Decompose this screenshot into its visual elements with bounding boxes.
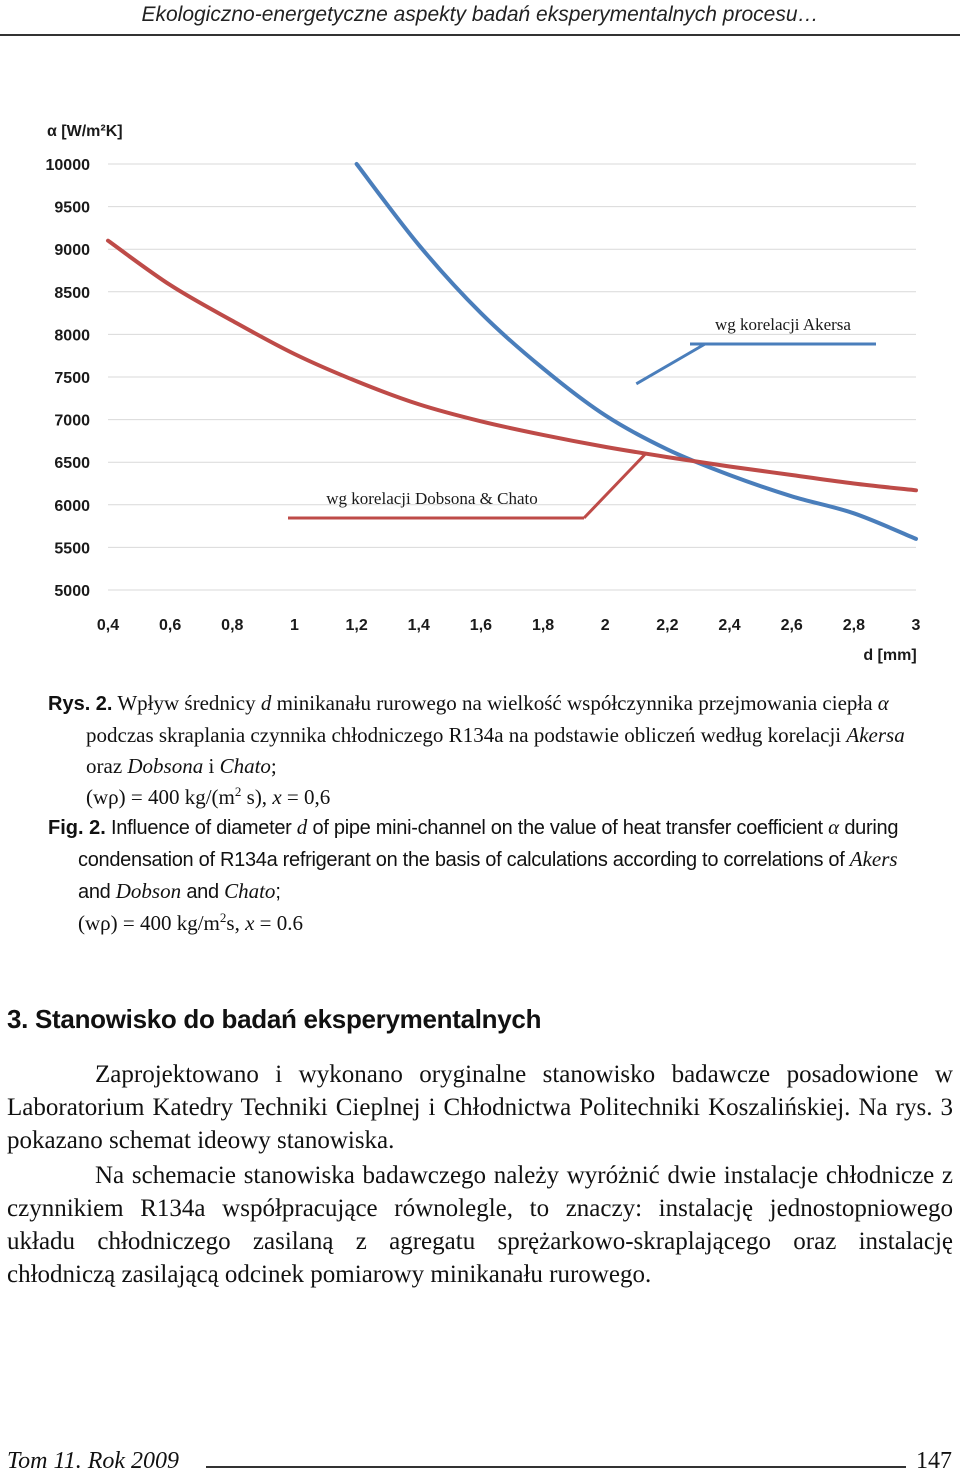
caption-formula: (wρ) = 400 kg/m	[78, 911, 220, 935]
caption-formula: s),	[241, 785, 273, 809]
caption-symbol-d: d	[296, 815, 308, 839]
figure-caption-polish	[48, 688, 928, 813]
caption-superscript: 2	[219, 910, 227, 925]
x-tick-label: 0,8	[221, 617, 244, 634]
x-tick-labels	[97, 617, 921, 634]
annotation-dobsona-leader	[584, 454, 646, 518]
caption-name-chato: Chato	[224, 879, 276, 903]
y-tick-label: 6500	[54, 455, 90, 473]
body-paragraph: Zaprojektowano i wykonano oryginalne stanowisko badawcze posadowione w Laboratorium Katedry Techniki Cieplnej i Chłodnictwa Politechniki Koszalińskiej. Na rys. 3 pokazano schemat ideowy stanowiska.	[7, 1061, 953, 1154]
y-tick-label: 7500	[54, 370, 90, 387]
caption-label: Fig. 2.	[48, 817, 106, 839]
y-tick-label: 10000	[45, 157, 90, 174]
x-tick-label: 2,6	[780, 617, 803, 634]
caption-text: and	[78, 881, 116, 903]
y-tick-label: 5000	[54, 583, 90, 600]
page-footer	[0, 1448, 960, 1476]
caption-name-akersa: Akersa	[846, 723, 905, 747]
caption-formula: = 0,6	[281, 785, 331, 809]
caption-symbol-d: d	[260, 691, 272, 715]
caption-text: minikanału rurowego na wielkość współczynnika przejmowania ciepła	[271, 691, 878, 715]
chart-grid	[108, 164, 916, 590]
caption-name-dobson: Dobson	[115, 879, 182, 903]
annotation-akersa-label: wg korelacji Akersa	[715, 315, 851, 334]
caption-text: Influence of diameter	[105, 817, 297, 839]
y-tick-label: 9500	[54, 199, 90, 217]
section-heading: 3. Stanowisko do badań eksperymentalnych	[7, 1004, 542, 1034]
footer-rule	[206, 1466, 906, 1468]
figure-caption-english	[48, 812, 928, 939]
y-tick-label: 8000	[54, 327, 90, 345]
y-tick-label: 5500	[54, 540, 90, 558]
chart-annotations	[288, 315, 876, 518]
caption-symbol-alpha: α	[828, 815, 840, 839]
x-tick-label: 2	[600, 617, 610, 634]
x-tick-label: 1,4	[407, 617, 430, 634]
caption-text: Wpływ średnicy	[112, 691, 261, 715]
y-tick-label: 6000	[54, 497, 90, 515]
x-tick-label: 0,6	[159, 617, 182, 634]
caption-text: ;	[275, 881, 281, 903]
caption-formula: s,	[226, 911, 246, 935]
chart-series	[108, 164, 916, 539]
caption-name-chato: Chato	[219, 754, 271, 778]
x-tick-label: 0,4	[96, 617, 120, 634]
page-number: 147	[916, 1448, 952, 1474]
caption-label: Rys. 2.	[48, 693, 113, 715]
header-rule	[0, 34, 960, 36]
chart-svg	[0, 100, 960, 680]
figure-chart	[0, 100, 960, 680]
x-tick-label: 1,6	[469, 617, 493, 634]
caption-symbol-x: x	[245, 911, 255, 935]
caption-text: and	[181, 881, 225, 903]
caption-formula: (wρ) = 400 kg/(m	[86, 785, 235, 809]
caption-text: during condensation of R134a refrigerant on the basis of calculations according to correlations of	[78, 817, 899, 871]
x-tick-label: 2,8	[842, 617, 865, 634]
caption-symbol-alpha: α	[877, 691, 889, 715]
x-tick-label: 1	[290, 617, 299, 634]
body-paragraph: Na schemacie stanowiska badawczego należy wyróżnić dwie instalacje chłodnicze z czynnikiem R134a współpracujące równolegle, to znaczy: instalację jednostopniowego układu chłodniczego zasilaną z agregatu sprężarkowo-skraplającego oraz instalację chłodniczą zasilającą odcinek pomiarowy minikanału rurowego.	[7, 1162, 953, 1288]
caption-text: of pipe mini-channel on the value of heat transfer coefficient	[307, 817, 829, 839]
caption-text: ;	[270, 754, 277, 778]
annotation-dobsona-label: wg korelacji Dobsona & Chato	[326, 489, 538, 508]
caption-superscript: 2	[234, 784, 242, 799]
x-tick-label: 1,2	[345, 617, 368, 634]
y-tick-label: 8500	[54, 284, 90, 302]
annotation-akersa-leader	[636, 344, 705, 384]
caption-text: oraz	[86, 754, 128, 778]
footer-journal: Tom 11. Rok 2009	[7, 1448, 180, 1474]
series-line-dobsona-chato	[108, 241, 916, 491]
caption-symbol-x: x	[272, 785, 282, 809]
caption-formula: = 0.6	[254, 911, 304, 935]
x-tick-label: 2,2	[656, 617, 679, 634]
y-tick-label: 9000	[54, 242, 90, 260]
caption-name-dobsona: Dobsona	[127, 754, 204, 778]
running-header-title: Ekologiczno-energetyczne aspekty badań eksperymentalnych procesu…	[141, 3, 819, 26]
caption-text: podczas skraplania czynnika chłodniczego R134a na podstawie obliczeń według korelacji	[86, 723, 847, 747]
x-axis-title: d [mm]	[863, 647, 917, 664]
x-tick-label: 1,8	[531, 617, 555, 634]
y-tick-labels	[46, 157, 91, 600]
caption-text: i	[203, 754, 220, 778]
x-tick-label: 2,4	[718, 617, 741, 634]
y-axis-title: α [W/m²K]	[47, 123, 123, 140]
x-tick-label: 3	[911, 617, 921, 634]
y-tick-label: 7000	[54, 412, 90, 430]
caption-name-akers: Akers	[849, 847, 898, 871]
